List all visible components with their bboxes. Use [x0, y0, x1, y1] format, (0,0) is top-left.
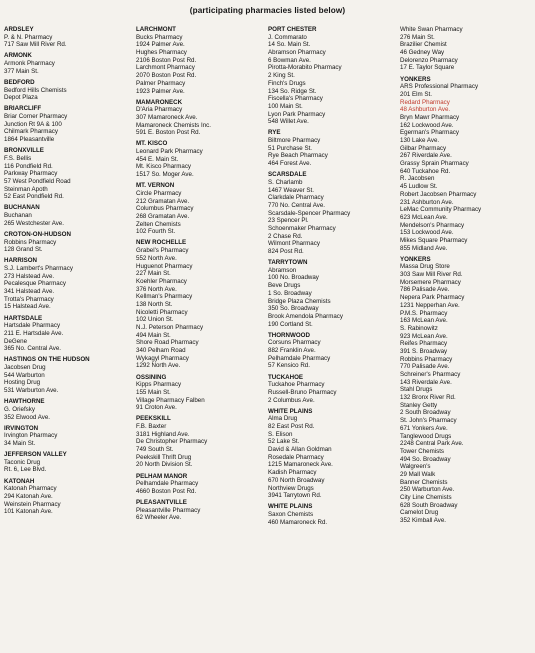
listing-line: Mt. Kisco Pharmacy: [136, 163, 192, 171]
town-heading: WHITE PLAINS: [268, 407, 313, 415]
listing-line: Parkway Pharmacy: [4, 170, 58, 178]
listing-line: Pleasantville Pharmacy: [136, 506, 201, 514]
listing-line: 671 Yonkers Ave.: [400, 424, 448, 432]
listing-line: 855 Midland Ave.: [400, 244, 448, 252]
listing-line: 155 Main St.: [136, 388, 171, 396]
listing-line: Trotta's Pharmacy: [4, 295, 54, 303]
listing-line: 52 East Pondfield Rd.: [4, 193, 64, 201]
listing-line: 3181 Highland Ave.: [136, 430, 190, 438]
listing-line: 2 Columbus Ave.: [268, 396, 315, 404]
listing-line: Brook Amendola Pharmacy: [268, 312, 343, 320]
listing-line: 15 Halstead Ave.: [4, 303, 51, 311]
listing-line: Rt. 6, Lee Blvd.: [4, 466, 47, 474]
listing-line: 1467 Weaver St.: [268, 186, 314, 194]
listing-line: Junction Rt 9A & 100: [4, 120, 62, 128]
listing-line: 303 Saw Mill River Rd.: [400, 271, 463, 279]
listing-line: 1864 Pleasantville: [4, 136, 55, 144]
listing-line: 276 Main St.: [400, 33, 435, 41]
listing-line: Hughes Pharmacy: [136, 49, 187, 57]
listing-line: Rye Beach Pharmacy: [268, 152, 328, 160]
listing-line: Tuckahoe Pharmacy: [268, 381, 325, 389]
listing-line: Village Pharmacy Falben: [136, 396, 205, 404]
listing-line: David & Allan Goldman: [268, 446, 332, 454]
listing-line: Stanley Getty: [400, 401, 438, 409]
listing-line: 376 North Ave.: [136, 285, 177, 293]
listing-line: 163 McLean Ave.: [400, 317, 448, 325]
listing-line: Kadish Pharmacy: [268, 469, 317, 477]
listing-line: Northview Drugs: [268, 484, 314, 492]
listing-line: DeGene: [4, 337, 28, 345]
listing-line: 548 Willet Ave.: [268, 118, 309, 126]
listing-line: Mamaroneck Chemists Inc.: [136, 121, 211, 129]
listing-line: 391 S. Broadway: [400, 347, 448, 355]
town-heading: PLEASANTVILLE: [136, 499, 187, 506]
town-heading: IRVINGTON: [4, 424, 39, 432]
listing-line: Saxon Chemists: [268, 510, 314, 518]
listing-line: 46 Gedney Way: [400, 49, 445, 57]
town-heading: MT. KISCO: [136, 140, 168, 148]
listing-line: Nicoletti Pharmacy: [136, 308, 188, 316]
listing-line: Buchanan: [4, 212, 32, 220]
listing-line: Tanglewood Drugs: [400, 432, 452, 440]
listing-line: 29 Mall Walk: [400, 470, 436, 478]
listing-line: Bucks Pharmacy: [136, 33, 183, 41]
listing-line: Walgreen's: [400, 463, 431, 471]
listing-line: Corsuns Pharmacy: [268, 339, 321, 347]
listing-line: Rosedale Pharmacy: [268, 453, 324, 461]
listing-line: 454 E. Main St.: [136, 155, 179, 163]
listing-line: 2070 Boston Post Rd.: [136, 72, 197, 80]
listing-line: Russell-Bruno Pharmacy: [268, 388, 337, 396]
town-heading: THORNWOOD: [268, 331, 310, 339]
listing-line: Hartsdale Pharmacy: [4, 322, 61, 330]
listing-line: Grabel's Pharmacy: [136, 247, 189, 255]
town-heading: NEW ROCHELLE: [136, 239, 187, 247]
listing-line: 100 Main St.: [268, 102, 303, 110]
listing-line: 14 So. Main St.: [268, 41, 311, 49]
listing-line: 294 Katonah Ave.: [4, 492, 53, 500]
listing-line: Pelhamdale Pharmacy: [136, 480, 199, 488]
listing-line: 1517 So. Moger Ave.: [136, 171, 194, 179]
listing-line: 6 Bowman Ave.: [268, 56, 311, 64]
listing-line: 101 Katonah Ave.: [4, 508, 53, 516]
listing-line: 20 North Division St.: [136, 461, 193, 469]
listing-line: Circle Pharmacy: [136, 189, 182, 197]
listing-line: Clarkdale Pharmacy: [268, 194, 324, 202]
listing-line: 352 Elwood Ave.: [4, 413, 50, 421]
listing-line: 102 Fourth St.: [136, 228, 176, 236]
listing-line: Leonard Park Pharmacy: [136, 148, 203, 156]
town-heading: MAMARONECK: [136, 98, 183, 106]
highlighted-listing-line: Redard Pharmacy: [400, 98, 450, 106]
listing-line: Larchmont Pharmacy: [136, 64, 195, 72]
listing-line: Peekskill Thrift Drug: [136, 453, 192, 461]
listing-line: F.B. Baxter: [136, 423, 167, 431]
listing-line: 134 So. Ridge St.: [268, 87, 317, 95]
listing-line: S.J. Lambert's Pharmacy: [4, 264, 73, 272]
listing-line: G. Oriefsky: [4, 405, 35, 413]
listing-line: Chilmark Pharmacy: [4, 128, 58, 136]
column-4: [400, 26, 532, 648]
listing-line: 1215 Mamaroneck Ave.: [268, 461, 333, 469]
listing-line: Pirotta-Morabito Pharmacy: [268, 64, 342, 72]
listing-line: D'Aria Pharmacy: [136, 106, 183, 114]
listing-line: 552 North Ave.: [136, 254, 177, 262]
town-heading: TARRYTOWN: [268, 259, 308, 267]
listing-line: 770 Palisade Ave.: [400, 363, 450, 371]
town-heading: BRONXVILLE: [4, 147, 44, 155]
listing-line: 4660 Boston Post Rd.: [136, 487, 197, 495]
listing-line: Finch's Drugs: [268, 79, 306, 87]
listing-line: 100 No. Broadway: [268, 274, 319, 282]
town-heading: LARCHMONT: [136, 26, 176, 33]
listing-line: LeMac Community Pharmacy: [400, 206, 482, 214]
listing-line: 231 Ashburton Ave.: [400, 198, 454, 206]
listing-line: N.J. Peterson Pharmacy: [136, 324, 204, 331]
listing-line: 494 Main St.: [136, 331, 171, 339]
town-heading: TUCKAHOE: [268, 373, 304, 381]
listing-line: 143 Riverdale Ave.: [400, 378, 452, 386]
listing-line: Pelhamdale Pharmacy: [268, 354, 331, 362]
listing-line: 267 Riverdale Ave.: [400, 152, 452, 160]
listing-line: Schreiner's Pharmacy: [400, 371, 461, 379]
listing-line: Koehler Pharmacy: [136, 277, 187, 285]
town-heading: PEEKSKILL: [136, 415, 171, 423]
town-heading: ARMONK: [4, 52, 32, 60]
listing-line: Zelten Chemists: [136, 220, 181, 228]
listing-line: 544 Warburton: [4, 371, 45, 379]
listing-line: 352 Kimball Ave.: [400, 517, 446, 525]
listing-line: De Christopher Pharmacy: [136, 438, 208, 446]
town-heading: BEDFORD: [4, 78, 35, 86]
listing-line: 1292 North Ave.: [136, 362, 181, 370]
listing-line: Kellman's Pharmacy: [136, 293, 193, 301]
listing-line: 749 South St.: [136, 446, 174, 454]
listing-line: 1 So. Broadway: [268, 289, 312, 297]
listing-line: 201 Elm St.: [400, 90, 432, 98]
listing-line: Steinman Apoth: [4, 185, 48, 193]
listing-line: ARS Professional Pharmacy: [400, 83, 479, 91]
column-3: [268, 26, 400, 648]
listing-line: Jacobsen Drug: [4, 364, 46, 372]
town-heading: HARRISON: [4, 257, 38, 265]
listing-line: 2 Chase Rd.: [268, 232, 303, 240]
listing-line: Wilmont Pharmacy: [268, 240, 320, 248]
listing-line: 102 Union St.: [136, 316, 174, 324]
listing-line: Gilbar Pharmacy: [400, 144, 447, 152]
listing-line: Schoenmaker Pharmacy: [268, 224, 336, 232]
listing-header: (participating pharmacies listed below): [189, 6, 346, 15]
listing-line: 365 No. Central Ave.: [4, 345, 61, 353]
town-heading: BUCHANAN: [4, 204, 40, 212]
column-1: [4, 26, 136, 648]
listing-line: 670 North Broadway: [268, 476, 325, 484]
listing-line: 824 Post Rd.: [268, 248, 304, 256]
listing-line: Grassy Sprain Pharmacy: [400, 160, 469, 168]
listing-line: P. & N. Pharmacy: [4, 33, 53, 41]
listing-line: 190 Cortland St.: [268, 320, 313, 328]
listing-line: 2248 Central Park Ave.: [400, 440, 464, 448]
listing-line: Brazilier Chemist: [400, 41, 447, 49]
listing-line: Irvington Pharmacy: [4, 432, 58, 440]
listing-line: 91 Croton Ave.: [136, 404, 177, 412]
town-heading: RYE: [268, 129, 281, 137]
listing-line: 45 Ludlow St.: [400, 183, 438, 191]
listing-line: 377 Main St.: [4, 67, 39, 75]
town-heading: CROTON-ON-HUDSON: [4, 230, 71, 238]
listing-line: Stahl Drugs: [400, 386, 433, 394]
listing-line: 2 South Broadway: [400, 409, 451, 417]
town-heading: HASTINGS ON THE HUDSON: [4, 356, 90, 364]
listing-line: 1923 Palmer Ave.: [136, 87, 185, 95]
listing-line: 531 Warburton Ave.: [4, 387, 59, 395]
listing-line: Bedford Hills Chemists: [4, 86, 67, 94]
listing-line: 273 Halstead Ave.: [4, 272, 55, 280]
town-heading: ARDSLEY: [4, 26, 34, 33]
listing-line: 153 Lockwood Ave.: [400, 229, 454, 237]
listing-line: Banner Chemists: [400, 478, 448, 486]
listing-line: 130 Lake Ave.: [400, 137, 440, 145]
town-heading: OSSINING: [136, 373, 167, 381]
town-heading: PELHAM MANOR: [136, 472, 188, 480]
listing-line: 23 Spencer Pl.: [268, 217, 309, 225]
listing-line: F.S. Bellis: [4, 154, 32, 162]
listing-line: Briar Corner Pharmacy: [4, 113, 68, 121]
listing-line: Reifes Pharmacy: [400, 340, 448, 348]
listing-line: 227 Main St.: [136, 270, 171, 278]
town-heading: SCARSDALE: [268, 171, 307, 179]
listing-line: Robbins Pharmacy: [400, 355, 453, 363]
listing-line: 640 Tuckahoe Rd.: [400, 167, 451, 175]
listing-line: 268 Gramatan Ave.: [136, 212, 190, 220]
listing-line: Scarsdale-Spencer Pharmacy: [268, 209, 351, 217]
listing-line: Depot Plaza: [4, 94, 38, 102]
listing-line: 82 East Post Rd.: [268, 423, 315, 431]
town-heading: MT. VERNON: [136, 182, 175, 190]
listing-line: 57 Kensico Rd.: [268, 362, 310, 370]
listing-line: Fiscella's Pharmacy: [268, 95, 323, 103]
listing-line: Hosting Drug: [4, 379, 41, 387]
listing-line: Massa Drug Store: [400, 263, 450, 271]
listing-line: 770 No. Central Ave.: [268, 201, 325, 209]
listing-line: S. Rabinowitz: [400, 324, 438, 332]
listing-line: P.M.S. Pharmacy: [400, 309, 448, 317]
listing-line: 2 King St.: [268, 72, 295, 80]
town-heading: YONKERS: [400, 75, 431, 83]
listing-line: 132 Bronx River Rd.: [400, 394, 456, 402]
listing-line: 341 Halstead Ave.: [4, 288, 55, 296]
listing-line: 17 E. Taylor Square: [400, 64, 455, 72]
listing-line: 57 West Pondfield Road: [4, 177, 71, 185]
listing-line: 1231 Nepperhan Ave.: [400, 301, 460, 309]
listing-line: Biltmore Pharmacy: [268, 137, 321, 145]
town-heading: BRIARCLIFF: [4, 105, 42, 113]
listing-line: Nepera Park Pharmacy: [400, 294, 465, 302]
listing-line: 628 South Broadway: [400, 501, 458, 509]
listing-line: 265 Westchester Ave.: [4, 219, 64, 227]
listing-line: 307 Mamaroneck Ave.: [136, 113, 198, 121]
listing-line: Armonk Pharmacy: [4, 60, 55, 68]
listing-line: 340 Pelham Road: [136, 347, 186, 355]
listing-line: 591 E. Boston Post Rd.: [136, 129, 201, 137]
listing-line: 212 Gramatan Ave.: [136, 197, 190, 205]
listing-line: S. Elison: [268, 430, 293, 438]
listing-line: 717 Saw Mill River Rd.: [4, 41, 67, 49]
listing-line: 116 Pondfield Rd.: [4, 162, 53, 170]
listing-line: 464 Forest Ave.: [268, 160, 312, 168]
listing-line: Mikes Square Pharmacy: [400, 236, 468, 244]
listing-line: 1924 Palmer Ave.: [136, 41, 185, 49]
listing-line: Katonah Pharmacy: [4, 485, 57, 493]
listing-line: Huguenot Pharmacy: [136, 262, 193, 270]
listing-line: 138 North St.: [136, 300, 173, 308]
listing-line: 211 E. Hartsdale Ave.: [4, 329, 64, 337]
listing-line: Morsemere Pharmacy: [400, 278, 461, 286]
listing-line: 350 So. Broadway: [268, 305, 319, 313]
listing-line: White Swan Pharmacy: [400, 26, 463, 33]
town-heading: KATONAH: [4, 477, 35, 485]
listing-line: 786 Palisade Ave.: [400, 286, 450, 294]
listing-line: Mendelson's Pharmacy: [400, 221, 465, 229]
listing-line: Robert Jacobsen Pharmacy: [400, 190, 477, 198]
listing-line: S. Charlamb: [268, 178, 303, 186]
listing-line: Palmer Pharmacy: [136, 79, 186, 87]
listing-line: 128 Grand St.: [4, 246, 43, 254]
listing-line: 162 Lockwood Ave.: [400, 121, 454, 129]
listing-line: 250 Warburton Ave.: [400, 486, 455, 494]
listing-line: Kipps Pharmacy: [136, 381, 182, 389]
listing-line: Shore Road Pharmacy: [136, 339, 199, 347]
listing-line: 494 So. Broadway: [400, 455, 451, 463]
listing-line: Taconic Drug: [4, 458, 41, 466]
listing-line: Camelot Drug: [400, 509, 439, 517]
listing-line: Alma Drug: [268, 415, 298, 423]
listing-line: 62 Wheeler Ave.: [136, 514, 182, 522]
listing-line: St. John's Pharmacy: [400, 417, 457, 425]
listing-line: 51 Purchase St.: [268, 144, 313, 152]
listing-line: Abramson Pharmacy: [268, 49, 326, 57]
town-heading: JEFFERSON VALLEY: [4, 451, 67, 459]
town-heading: PORT CHESTER: [268, 26, 317, 33]
column-2: [136, 26, 268, 648]
listing-line: 923 McLean Ave.: [400, 332, 448, 340]
listing-line: Delorenzo Pharmacy: [400, 56, 458, 64]
listing-line: Egerman's Pharmacy: [400, 129, 459, 137]
town-heading: HAWTHORNE: [4, 398, 45, 406]
listing-line: Robbins Pharmacy: [4, 238, 57, 246]
listing-line: 2106 Boston Post Rd.: [136, 56, 197, 64]
listing-line: Lyon Park Pharmacy: [268, 110, 326, 118]
listing-line: 34 Main St.: [4, 439, 36, 447]
listing-line: J. Commarato: [268, 33, 307, 41]
listing-line: Bryn Mawr Pharmacy: [400, 113, 460, 121]
town-heading: HARTSDALE: [4, 314, 43, 322]
listing-line: Bridge Plaza Chemists: [268, 297, 331, 305]
listing-line: 882 Franklin Ave.: [268, 347, 316, 355]
listing-line: 3941 Tarrytown Rd.: [268, 492, 322, 500]
listing-line: Beve Drugs: [268, 282, 301, 290]
highlighted-listing-line: 48 Ashburton Ave.: [400, 106, 451, 114]
listing-line: Abramson: [268, 266, 297, 274]
listing-line: Columbus Pharmacy: [136, 205, 194, 213]
listing-line: Weinstein Pharmacy: [4, 500, 61, 508]
town-heading: WHITE PLAINS: [268, 503, 313, 511]
town-heading: YONKERS: [400, 255, 431, 263]
listing-line: 623 McLean Ave.: [400, 213, 448, 221]
pharmacy-columns: [4, 26, 532, 648]
listing-line: Wykagyl Pharmacy: [136, 354, 189, 362]
listing-line: R. Jacobsen: [400, 175, 435, 183]
listing-line: City Line Chemists: [400, 494, 452, 502]
listing-line: 52 Lake St.: [268, 438, 300, 446]
listing-line: Pecalesque Pharmacy: [4, 280, 66, 288]
listing-line: 460 Mamaroneck Rd.: [268, 518, 328, 526]
listing-line: Tower Chemists: [400, 447, 445, 455]
